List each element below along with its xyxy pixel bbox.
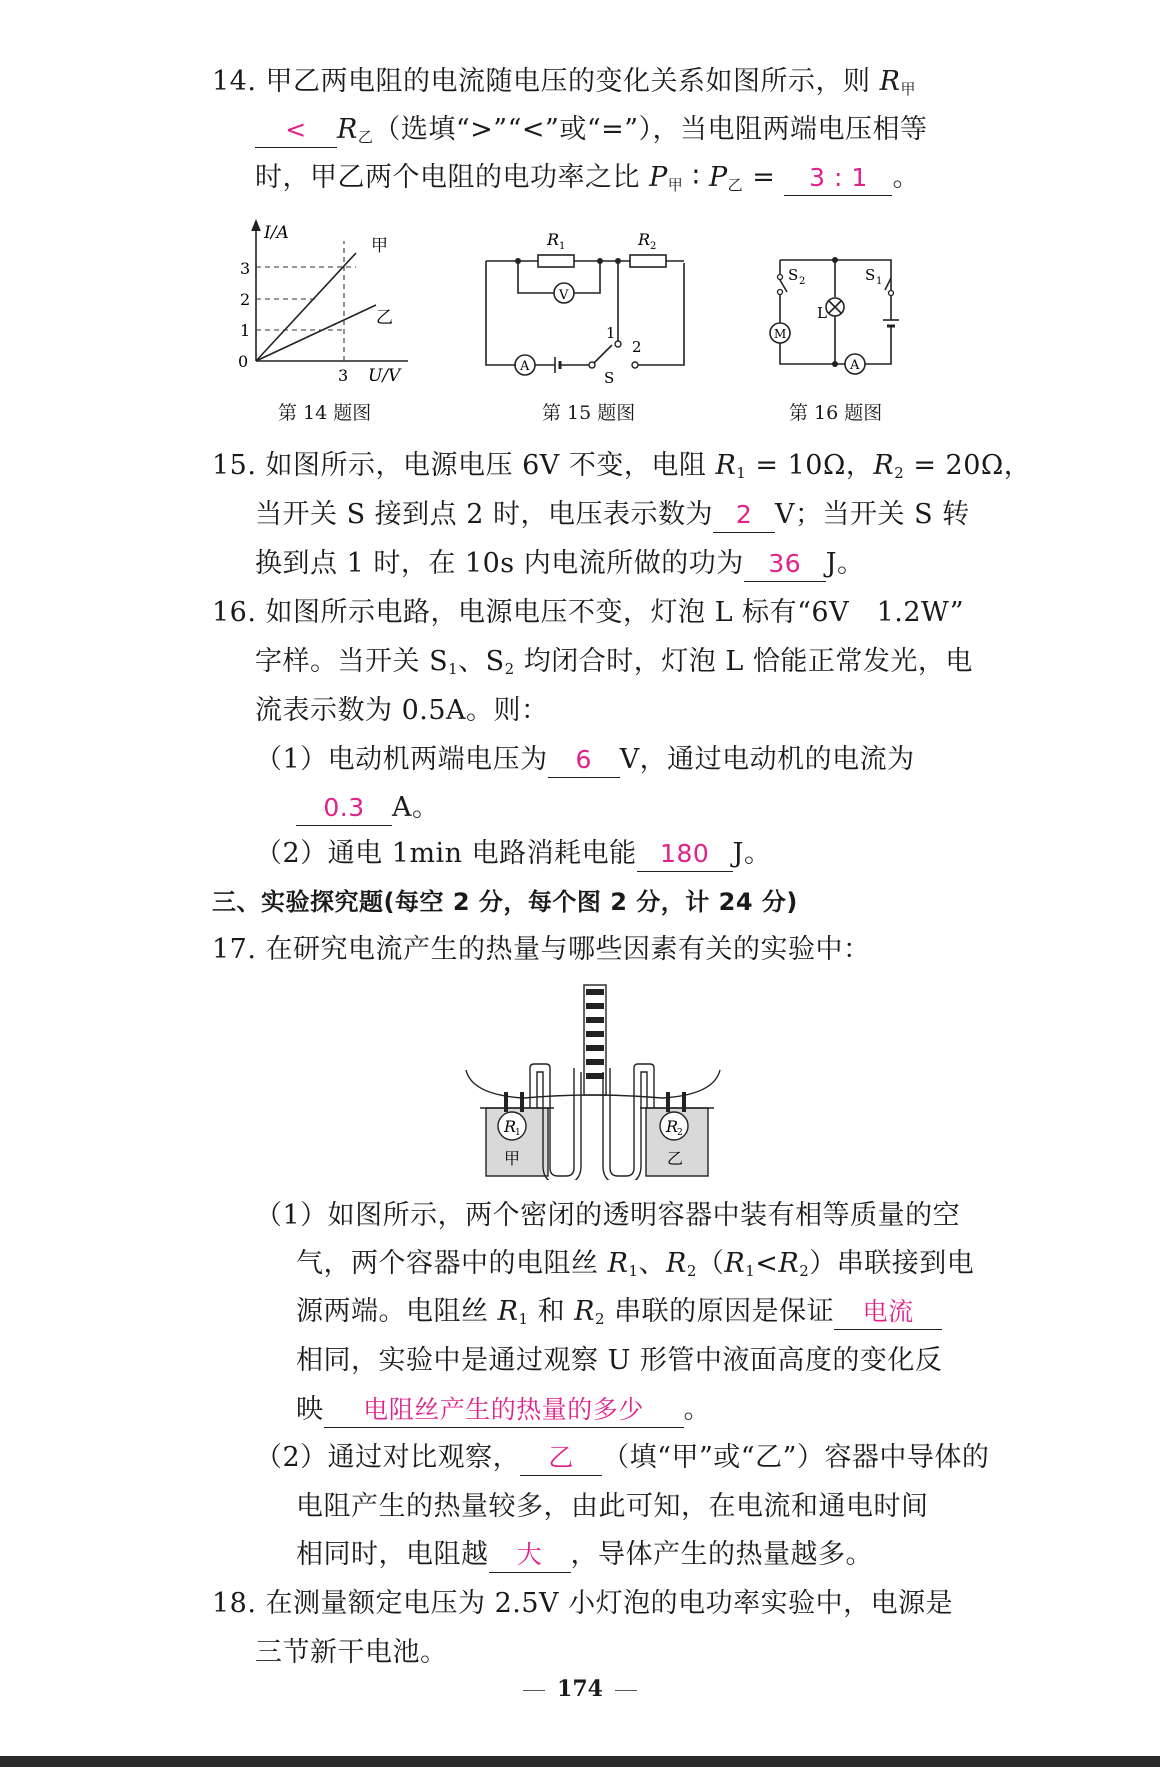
svg-text:1: 1 — [876, 276, 883, 287]
fig14-label-jia: 甲 — [371, 236, 388, 256]
q16-part2: （2）通电 1min 电路消耗电能 180 J。 — [255, 834, 771, 874]
q17-answer-blank-3[interactable]: 乙 — [520, 1441, 602, 1476]
footer-dash-left — [523, 1690, 545, 1691]
q15-answer-blank-1[interactable]: 2 — [713, 498, 775, 533]
bottom-bar — [0, 1756, 1160, 1767]
svg-text:1: 1 — [515, 1128, 521, 1138]
q15-line2: 当开关 S 接到点 2 时，电压表示数为 2 V；当开关 S 转 — [255, 495, 970, 535]
q17-part1-line2: 气，两个容器中的电阻丝 $R_1$、$R_2(R_1<R_2)$串联接到电 — [296, 1248, 975, 1280]
q17-part1-line1: （1）如图所示，两个密闭的透明容器中装有相等质量的空 — [255, 1200, 961, 1231]
q16-part1: （1）电动机两端电压为 6 V，通过电动机的电流为 — [255, 740, 915, 780]
q17-part1-line4: 相同，实验中是通过观察 U 形管中液面高度的变化反 — [296, 1345, 943, 1376]
fig14-tick-y2: 2 — [240, 290, 251, 309]
section-3-heading: 三、实验探究题(每空 2 分，每个图 2 分，计 24 分) — [212, 888, 798, 916]
svg-text:2: 2 — [799, 276, 806, 287]
q15-answer-blank-2[interactable]: 36 — [744, 547, 826, 582]
fig16-ammeter: A — [850, 358, 860, 373]
footer-dash-right — [615, 1690, 637, 1691]
figure-16-circuit — [755, 250, 915, 385]
fig17-label-yi: 乙 — [667, 1149, 684, 1168]
q16-answer-blank-3[interactable]: 180 — [637, 837, 733, 872]
fig14-tick-y1: 1 — [240, 321, 251, 340]
q17-line1: 17. 在研究电流产生的热量与哪些因素有关的实验中： — [212, 934, 871, 965]
svg-text:1: 1 — [559, 241, 566, 252]
fig14-tick-y3: 3 — [240, 259, 251, 278]
q15-line3: 换到点 1 时，在 10s 内电流所做的功为 36 J。 — [255, 544, 865, 584]
svg-text:2: 2 — [650, 241, 657, 252]
q18-line1: 18. 在测量额定电压为 2.5V 小灯泡的电功率实验中，电源是 — [212, 1588, 954, 1619]
fig15-ammeter: A — [520, 359, 530, 374]
q14-answer-blank-1[interactable]: < — [255, 113, 337, 148]
fig16-s1: S — [865, 266, 876, 284]
q14-line3: 时，甲乙两个电阻的电功率之比 $P_甲$ ∶ $P_乙 = 3$ : 1 。 — [255, 162, 920, 194]
fig15-switch-label: S — [604, 369, 615, 385]
q17-part1-line3: 源两端。电阻丝 $R_1$ 和 $R_2$ 串联的原因是保证 电流 — [296, 1292, 942, 1339]
fig17-r2: R — [666, 1117, 679, 1136]
q16-part1-cont: 0.3 A。 — [296, 788, 440, 828]
fig16-motor: M — [774, 327, 787, 341]
q17-answer-blank-4[interactable]: 大 — [489, 1538, 571, 1573]
q17-part2-line2: 电阻产生的热量较多，由此可知，在电流和通电时间 — [296, 1491, 929, 1522]
q17-answer-blank-2[interactable]: 电阻丝产生的热量的多少 — [324, 1393, 684, 1428]
fig15-r1: R — [547, 230, 560, 249]
q17-part2-line1: （2）通过对比观察， 乙 （填“甲”或“乙”）容器中导体的 — [255, 1438, 989, 1478]
fig15-caption: 第 15 题图 — [542, 402, 636, 424]
q14-line2: < $R_乙$（选填“>”“<”或“=”），当电阻两端电压相等 — [255, 110, 928, 157]
figure-15-circuit — [480, 225, 690, 385]
fig17-r1: R — [504, 1117, 517, 1136]
page-number-footer — [510, 1674, 650, 1705]
q15-line1: 15. 如图所示，电源电压 6V 不变，电阻 $R_1 = 10\Omega$，$R_2 = 20\Omega$， — [212, 450, 1032, 482]
fig14-label-yi: 乙 — [376, 308, 393, 328]
fig16-caption: 第 16 题图 — [789, 402, 883, 424]
fig14-tick-x3: 3 — [338, 366, 349, 385]
fig14-caption: 第 14 题图 — [278, 402, 372, 424]
fig15-r2: R — [638, 230, 651, 249]
fig15-voltmeter: V — [559, 288, 569, 303]
q14-line1: 14. 甲乙两电阻的电流随电压的变化关系如图所示，则 $R_甲$ — [212, 66, 916, 98]
q16-line3: 流表示数为 0.5A。则： — [255, 695, 549, 726]
q17-answer-blank-1[interactable]: 电流 — [834, 1295, 942, 1330]
q17-part1-line5: 映 电阻丝产生的热量的多少 。 — [296, 1390, 711, 1430]
q14-answer-blank-2[interactable]: 3 : 1 — [784, 161, 892, 196]
fig15-pos1: 1 — [606, 324, 616, 342]
fig14-xlabel: U/V — [368, 366, 401, 385]
q16-answer-blank-2[interactable]: 0.3 — [296, 791, 392, 826]
q17-part2-line3: 相同时，电阻越 大 ，导体产生的热量越多。 — [296, 1535, 873, 1575]
q18-line2: 三节新干电池。 — [255, 1637, 448, 1668]
page-number: 174 — [557, 1676, 603, 1702]
q16-answer-blank-1[interactable]: 6 — [548, 743, 620, 778]
fig16-lamp-label: L — [817, 304, 827, 322]
q16-line2: 字样。当开关 $S_1$、$S_2$ 均闭合时，灯泡 L 恰能正常发光，电 — [255, 646, 973, 678]
fig16-s2: S — [788, 266, 799, 284]
svg-text:2: 2 — [677, 1128, 683, 1138]
q16-line1: 16. 如图所示电路，电源电压不变，灯泡 L 标有“6V 1.2W” — [212, 597, 965, 628]
figure-17-apparatus — [462, 980, 724, 1180]
fig15-pos2: 2 — [632, 338, 642, 356]
fig14-ylabel: I/A — [264, 223, 289, 243]
figure-14-iu-graph — [228, 215, 423, 385]
fig14-origin: 0 — [238, 352, 249, 371]
fig17-label-jia: 甲 — [504, 1149, 521, 1168]
